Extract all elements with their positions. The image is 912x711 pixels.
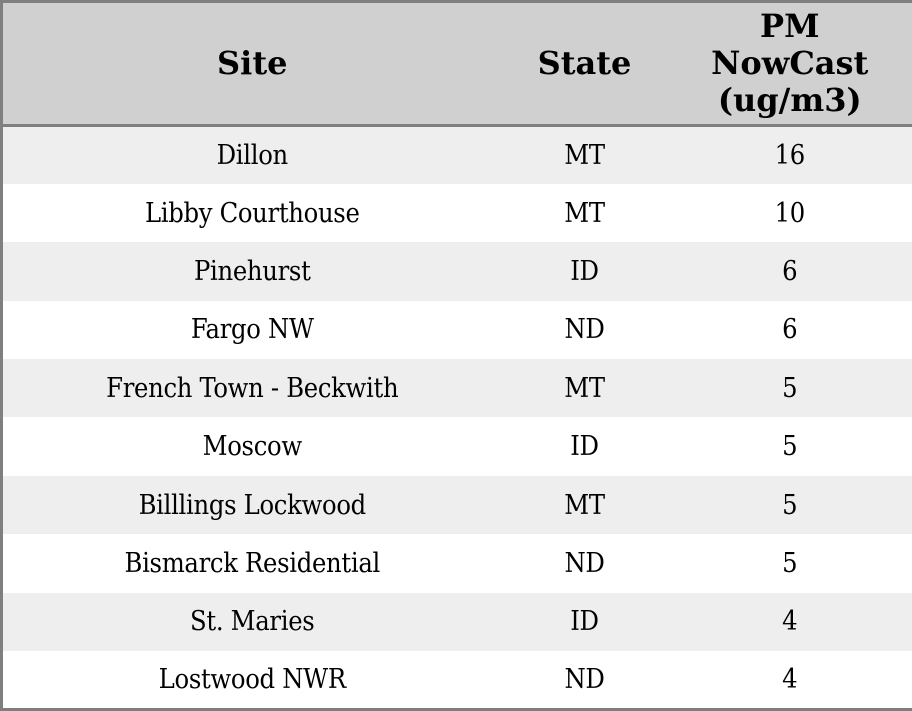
table-row bbox=[2, 593, 912, 651]
cell-pm-value: 16 bbox=[774, 139, 805, 171]
table-row bbox=[2, 301, 912, 359]
table-header bbox=[2, 2, 912, 126]
col-header-state-label: State bbox=[537, 44, 632, 82]
cell-site: St. Maries bbox=[190, 606, 315, 638]
cell-site: Billlings Lockwood bbox=[138, 489, 366, 521]
table-row bbox=[2, 359, 912, 417]
cell-site: French Town - Beckwith bbox=[106, 372, 399, 404]
cell-state: ND bbox=[564, 664, 605, 695]
cell-state: MT bbox=[564, 372, 605, 404]
cell-site: Dillon bbox=[216, 139, 288, 171]
cell-state: ID bbox=[570, 255, 599, 287]
table-row bbox=[2, 126, 912, 184]
cell-pm-value: 5 bbox=[782, 489, 798, 521]
cell-pm-value: 6 bbox=[782, 314, 798, 346]
cell-site: Moscow bbox=[202, 431, 302, 463]
cell-pm-value: 4 bbox=[782, 606, 798, 638]
table-row bbox=[2, 476, 912, 534]
table-row bbox=[2, 417, 912, 475]
cell-state: ND bbox=[564, 547, 605, 579]
table-body bbox=[2, 126, 912, 710]
table-row bbox=[2, 242, 912, 300]
col-header-state bbox=[502, 2, 668, 126]
col-header-pm-nowcast-label: PM NowCast (ug/m3) bbox=[711, 7, 869, 119]
cell-state: MT bbox=[564, 139, 605, 171]
table-header-row bbox=[2, 2, 912, 126]
table-row bbox=[2, 184, 912, 242]
cell-state: ID bbox=[570, 431, 599, 463]
cell-state: MT bbox=[564, 197, 605, 229]
cell-site: Lostwood NWR bbox=[158, 664, 346, 695]
cell-site: Fargo NW bbox=[190, 314, 314, 346]
table-row bbox=[2, 651, 912, 709]
cell-pm-value: 5 bbox=[782, 431, 798, 463]
cell-state: ID bbox=[570, 606, 599, 638]
cell-pm-value: 10 bbox=[774, 197, 805, 229]
cell-pm-value: 6 bbox=[782, 255, 798, 287]
cell-state: ND bbox=[564, 314, 605, 346]
table-row bbox=[2, 534, 912, 592]
col-header-site-label: Site bbox=[217, 44, 288, 82]
cell-site: Pinehurst bbox=[193, 255, 311, 287]
cell-pm-value: 4 bbox=[782, 664, 798, 695]
cell-site: Bismarck Residential bbox=[124, 547, 380, 579]
cell-pm-value: 5 bbox=[782, 372, 798, 404]
cell-state: MT bbox=[564, 489, 605, 521]
col-header-pm-nowcast bbox=[668, 2, 912, 126]
cell-site: Libby Courthouse bbox=[144, 197, 360, 229]
col-header-site bbox=[2, 2, 502, 126]
cell-pm-value: 5 bbox=[782, 547, 798, 579]
